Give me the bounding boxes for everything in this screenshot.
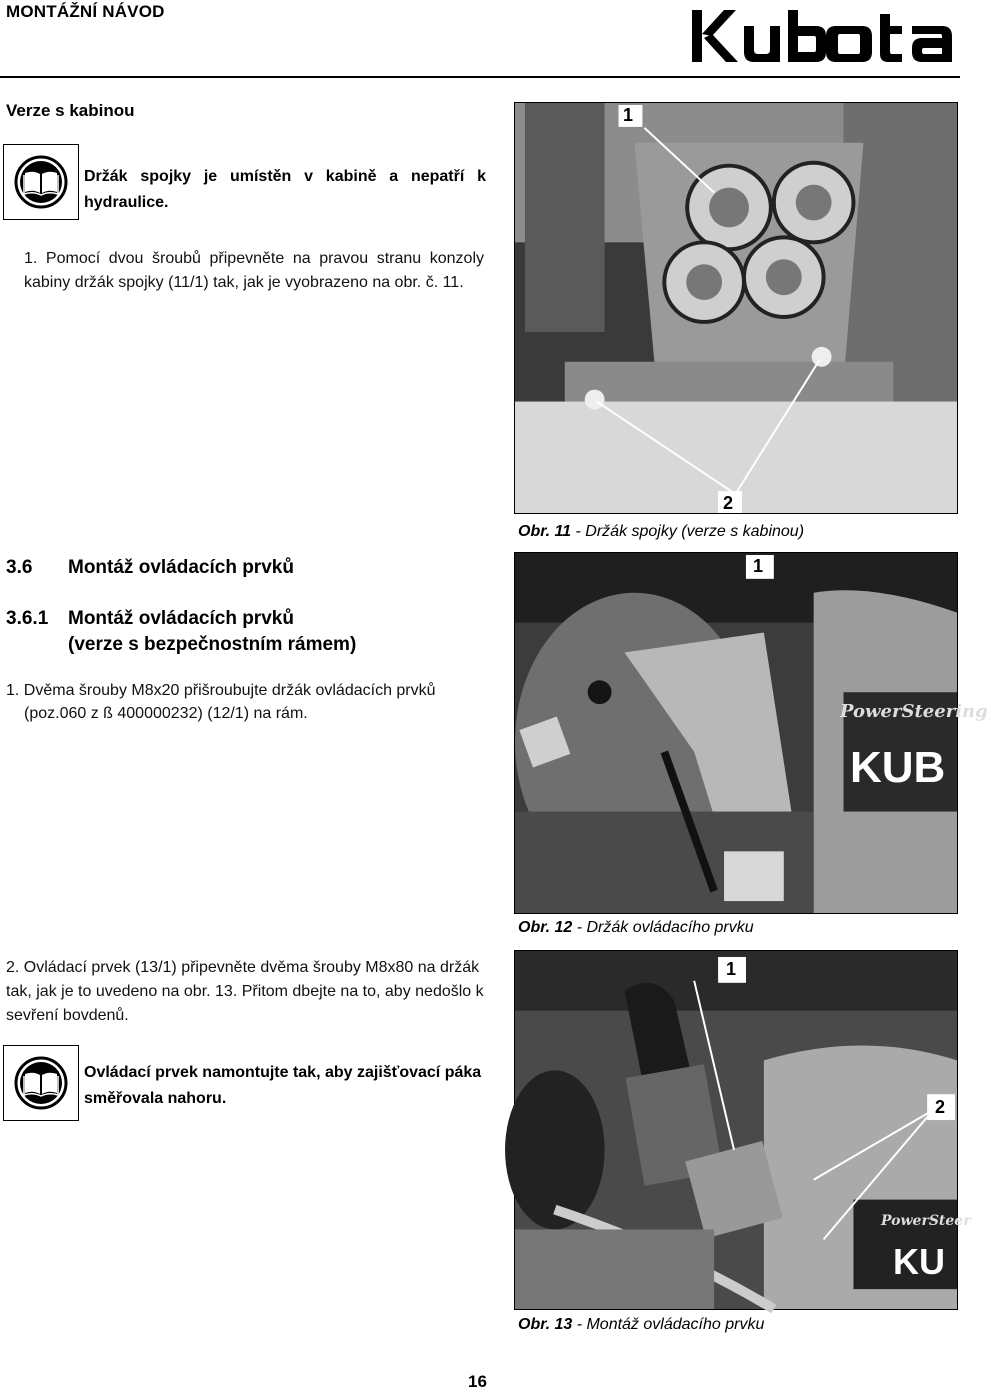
section-3-6-1-subtitle: (verze s bezpečnostním rámem)	[68, 634, 357, 655]
page-number: 16	[468, 1372, 487, 1391]
callout-1: 1	[726, 959, 737, 979]
callout-1: 1	[623, 105, 634, 125]
controls-step-2: 2. Ovládací prvek (13/1) připevněte dvěma šrouby M8x80 na držák tak, jak je to uvedeno na obr. 13. Přitom dbejte na to, aby nedošlo k sevření bovdenů.	[6, 959, 484, 1024]
figure-12-caption: Obr. 12 - Držák ovládacího prvku	[518, 919, 754, 936]
book-icon	[14, 1056, 68, 1110]
kubota-logo	[690, 4, 956, 66]
callout-2: 2	[935, 1097, 946, 1117]
section-3-6-heading: 3.6 Montáž ovládacích prvků	[6, 557, 294, 578]
callout-1: 1	[753, 556, 764, 576]
callout-2: 2	[723, 493, 734, 513]
note-box	[3, 1045, 79, 1121]
controls-note-text: Ovládací prvek namontujte tak, aby zajišťovací páka směřovala nahoru.	[84, 1064, 482, 1107]
powersteering-label: PowerSteering	[840, 701, 988, 722]
section-3-6-1-heading: 3.6.1 Montáž ovládacích prvků	[6, 608, 294, 629]
figure-13-caption: Obr. 13 - Montáž ovládacího prvku	[518, 1316, 765, 1333]
cabin-step-1: 1. Pomocí dvou šroubů připevněte na pravou stranu konzoly kabiny držák spojky (11/1) tak, jak je vyobrazeno na obr. č. 11.	[24, 250, 484, 291]
figure-13-photo	[514, 950, 971, 1310]
figure-11-photo	[514, 102, 958, 514]
document-title: MONTÁŽNÍ NÁVOD	[6, 2, 165, 21]
brand-decal: KU	[893, 1241, 945, 1282]
cabin-version-heading: Verze s kabinou	[6, 101, 135, 120]
controls-step-1-line2: (poz.060 z ß 400000232) (12/1) na rám.	[24, 705, 308, 722]
cabin-note-text: Držák spojky je umístěn v kabině a nepatří k hydraulice.	[84, 168, 486, 211]
figure-12-photo	[514, 552, 988, 914]
brand-decal: KUB	[850, 743, 946, 792]
powersteering-label: PowerSteer	[881, 1213, 971, 1229]
controls-step-1-line1: 1. Dvěma šrouby M8x20 přišroubujte držák ovládacích prvků	[6, 682, 436, 699]
note-box	[3, 144, 79, 220]
header-divider	[0, 76, 960, 78]
figure-11-caption: Obr. 11 - Držák spojky (verze s kabinou)	[518, 523, 805, 540]
book-icon	[14, 155, 68, 209]
